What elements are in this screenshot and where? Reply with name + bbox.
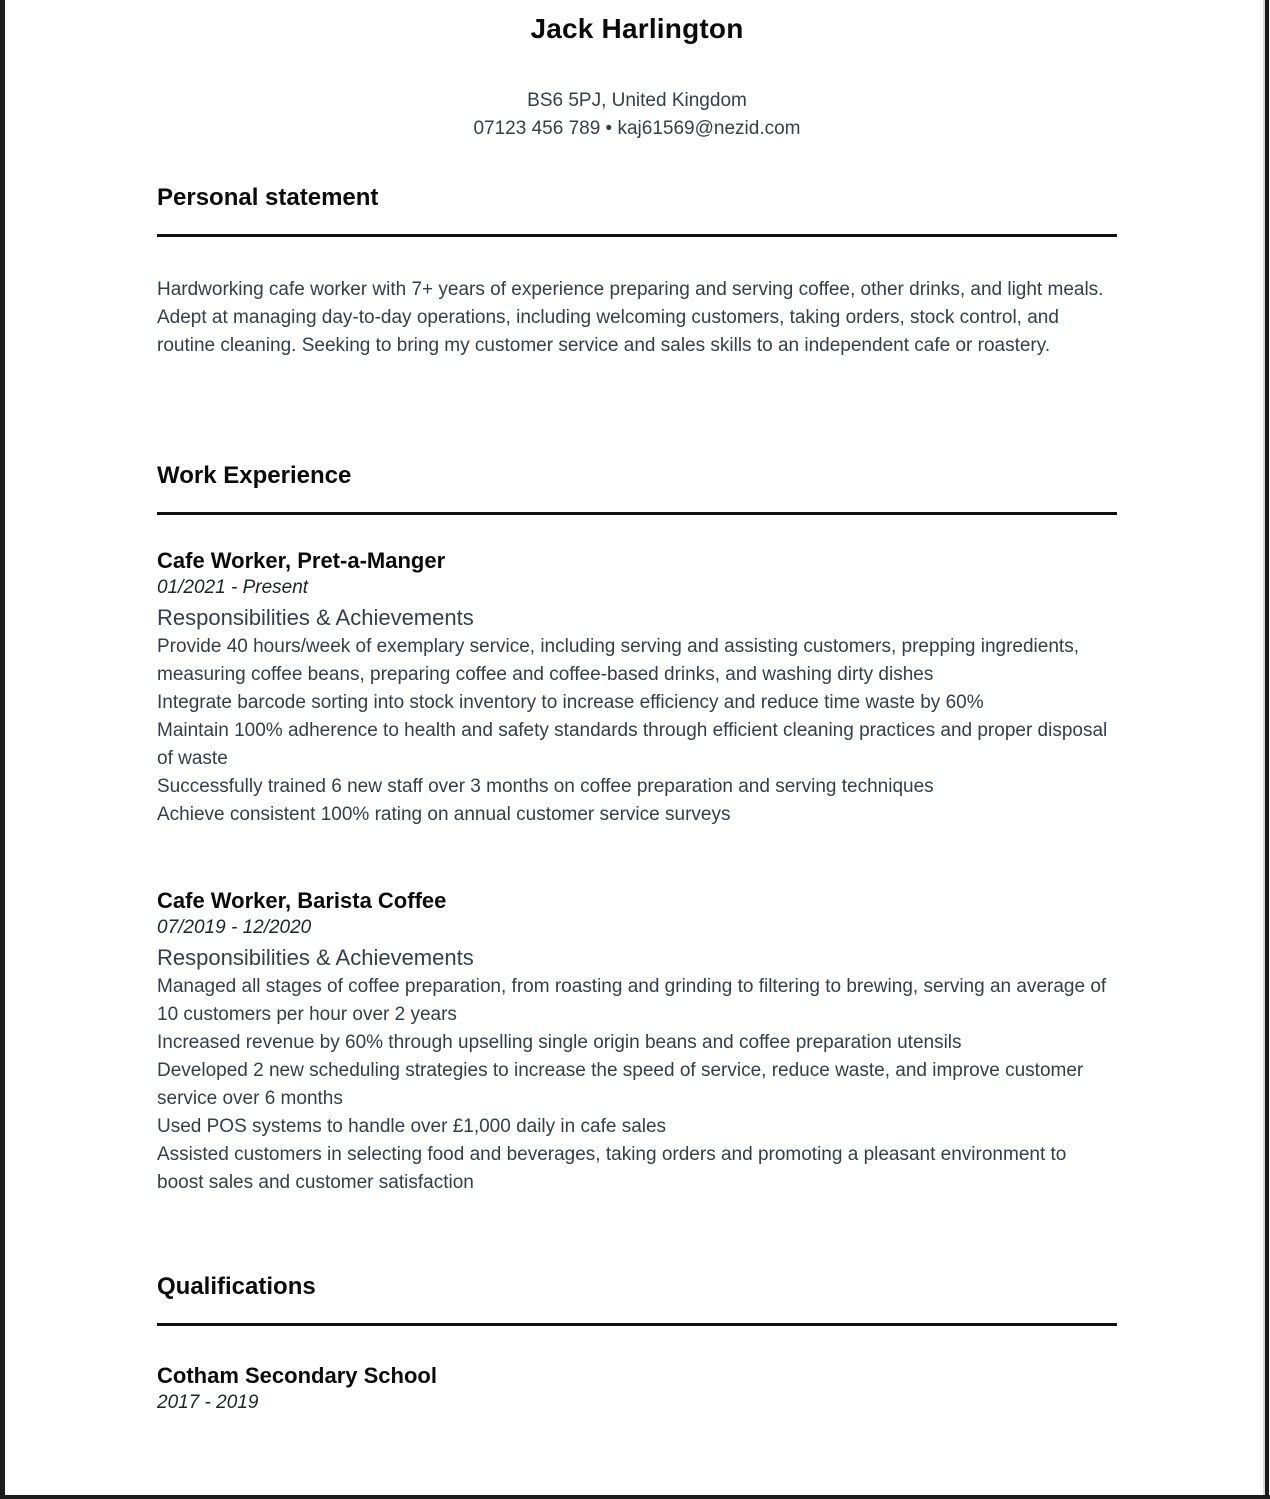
section-divider (157, 234, 1117, 237)
section-personal-statement (157, 183, 1117, 360)
job-bullet: Successfully trained 6 new staff over 3 months on coffee preparation and serving techniques (157, 776, 934, 797)
personal-statement-text: Hardworking cafe worker with 7+ years of experience preparing and serving coffee, other drinks, and light meals. Adept at managing day-to-day operations, including welcoming customers, taking orders, stock control, and routine cleaning. Seeking to bring my customer service and sales skills to an independent cafe or roastery. (157, 279, 1104, 356)
work-experience-heading: Work Experience (157, 462, 352, 489)
contact-phone-email: 07123 456 789 • kaj61569@nezid.com (473, 118, 801, 139)
contact-address: BS6 5PJ, United Kingdom (527, 90, 747, 111)
job-bullet: Achieve consistent 100% rating on annual customer service surveys (157, 804, 731, 825)
job-bullet: Increased revenue by 60% through upselling single origin beans and coffee preparation utensils (157, 1032, 962, 1053)
qualification-entry (157, 1362, 1117, 1417)
page-border-left (0, 0, 5, 1499)
job-title: Cafe Worker, Barista Coffee (157, 888, 447, 913)
job-title: Cafe Worker, Pret-a-Manger (157, 548, 446, 573)
job-bullet: Integrate barcode sorting into stock inventory to increase efficiency and reduce time waste by 60% (157, 692, 984, 713)
job-subheading: Responsibilities & Achievements (157, 605, 474, 630)
job-dates: 07/2019 - 12/2020 (157, 917, 312, 938)
personal-statement-heading: Personal statement (157, 184, 379, 211)
job-entry-barista-coffee (157, 887, 1117, 1197)
section-divider (157, 512, 1117, 515)
job-bullet: Used POS systems to handle over £1,000 daily in cafe sales (157, 1116, 667, 1137)
job-bullet: Provide 40 hours/week of exemplary service, including serving and assisting customers, prepping ingredients, measuring coffee beans, preparing coffee and coffee-based drinks, and washing dirty dishes (157, 636, 1079, 685)
school-name: Cotham Secondary School (157, 1363, 437, 1388)
page-border-bottom (0, 1495, 1270, 1499)
job-bullet: Developed 2 new scheduling strategies to increase the speed of service, reduce waste, and improve customer service over 6 months (157, 1060, 1084, 1109)
job-bullet: Assisted customers in selecting food and beverages, taking orders and promoting a pleasant environment to boost sales and customer satisfaction (157, 1144, 1067, 1193)
section-work-experience (157, 461, 1117, 1197)
job-dates: 01/2021 - Present (157, 577, 309, 598)
job-bullet: Managed all stages of coffee preparation, from roasting and grinding to filtering to brewing, serving an average of 10 customers per hour over 2 years (157, 976, 1107, 1025)
page-border-right (1265, 0, 1269, 1499)
job-subheading: Responsibilities & Achievements (157, 945, 474, 970)
section-divider (157, 1323, 1117, 1326)
job-entry-pret-a-manger (157, 547, 1117, 829)
job-bullet: Maintain 100% adherence to health and safety standards through efficient cleaning practices and proper disposal of waste (157, 720, 1108, 769)
contact-info (157, 87, 1117, 143)
school-dates: 2017 - 2019 (157, 1392, 259, 1413)
qualifications-heading: Qualifications (157, 1273, 316, 1300)
resume-content (157, 0, 1117, 1417)
section-qualifications (157, 1272, 1117, 1417)
page-title: Jack Harlington (530, 13, 744, 44)
